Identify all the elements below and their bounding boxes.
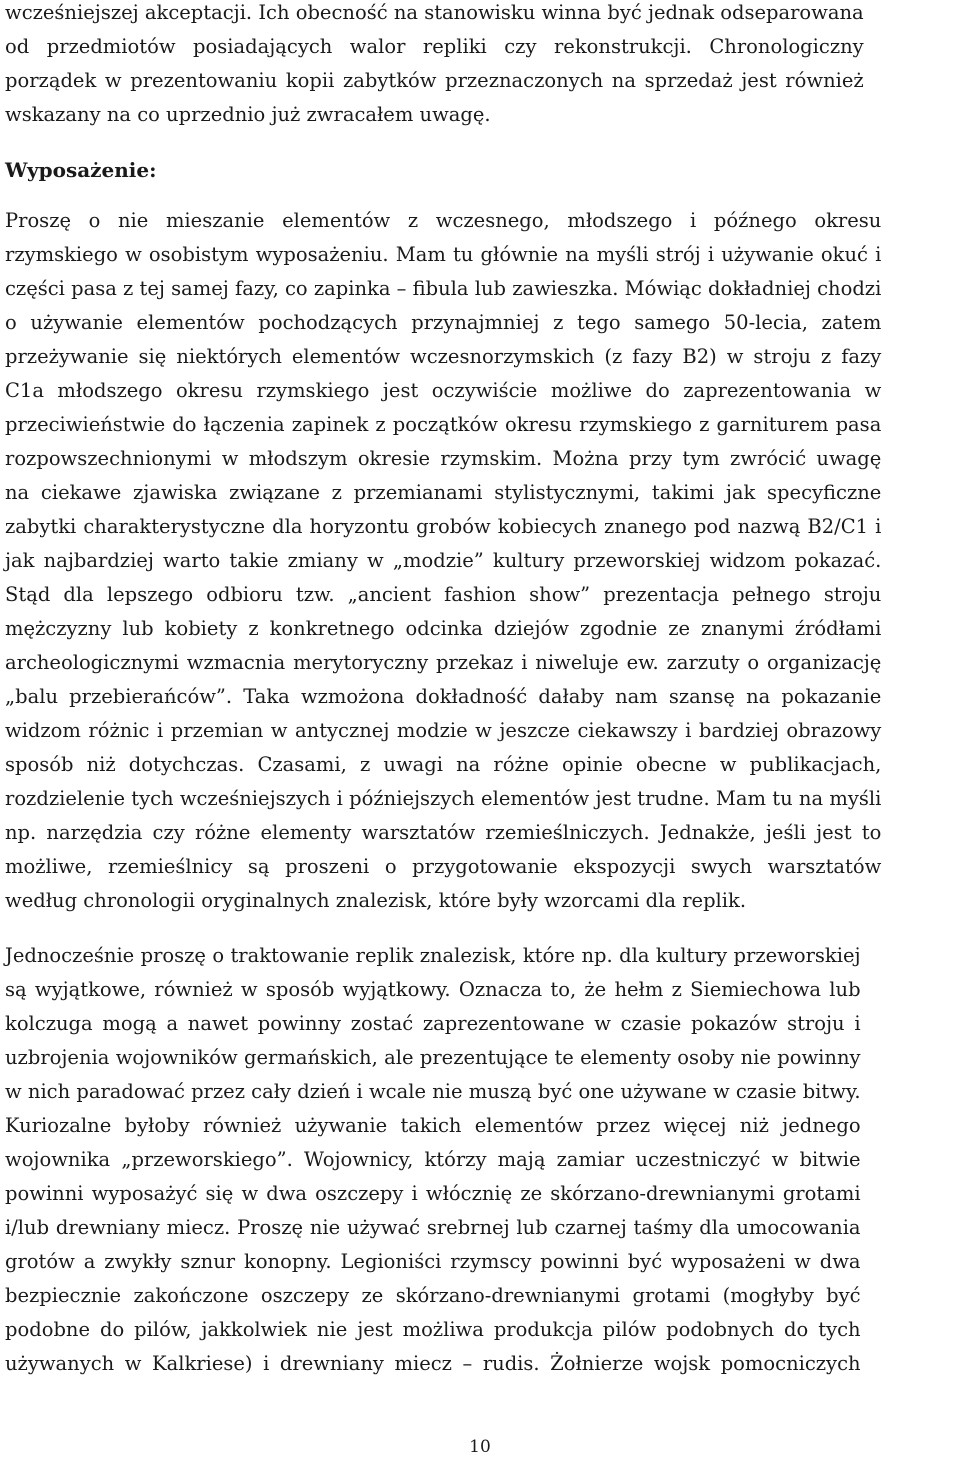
text-line: powinni wyposażyć się w dwa oszczepy i włócznię ze skórzano-drewnianymi grotami [5,1182,861,1205]
text-line: od przedmiotów posiadających walor repliki czy rekonstrukcji. Chronologiczny [5,35,864,58]
text-line: „balu przebierańców”. Taka wzmożona dokładność dałaby nam szansę na pokazanie [5,685,882,708]
text-line: jak najbardziej warto takie zmiany w „modzie” kultury przeworskiej widzom pokazać. [5,549,882,572]
text-line: sposób niż dotychczas. Czasami, z uwagi na różne opinie obecne w publikacjach, [5,753,882,776]
text-line: Kuriozalne byłoby również używanie takich elementów przez więcej niż jednego [5,1114,861,1137]
main-paragraph [5,204,881,918]
page-number: 10 [469,1437,491,1457]
text-line: C1a młodszego okresu rzymskiego jest oczywiście możliwe do zaprezentowania w [5,379,882,402]
text-line: mężczyzny lub kobiety z konkretnego odcinka dziejów zgodnie ze znanymi źródłami [5,617,882,640]
text-line: i/lub drewniany miecz. Proszę nie używać srebrnej lub czarnej taśmy dla umocowania [5,1216,861,1239]
text-line: w nich paradować przez cały dzień i wcale nie muszą być one używane w czasie bitwy. [5,1080,861,1103]
text-line: wskazany na co uprzednio już zwracałem uwagę. [5,103,491,126]
text-line: wojownika „przeworskiego”. Wojownicy, którzy mają zamiar uczestniczyć w bitwie [5,1148,861,1171]
text-line: według chronologii oryginalnych znalezisk, które były wzorcami dla replik. [5,889,747,912]
text-line: porządek w prezentowaniu kopii zabytków przeznaczonych na sprzedaż jest również [5,69,864,92]
text-line: Jednocześnie proszę o traktowanie replik znalezisk, które np. dla kultury przeworskiej [5,944,861,967]
text-line: rozdzielenie tych wcześniejszych i późniejszych elementów jest trudne. Mam tu na myśli [5,787,882,810]
text-line: używanych w Kalkriese) i drewniany miecz – rudis. Żołnierze wojsk pomocniczych [5,1352,861,1375]
text-line: na ciekawe zjawiska związane z przemianami stylistycznymi, takimi jak specyficzne [5,481,882,504]
text-line: są wyjątkowe, również w sposób wyjątkowy. Oznacza to, że hełm z Siemiechowa lub [5,978,861,1001]
text-line: bezpiecznie zakończone oszczepy ze skórzano-drewnianymi grotami (mogłyby być [5,1284,861,1307]
text-line: Stąd dla lepszego odbioru tzw. „ancient fashion show” prezentacja pełnego stroju [5,583,882,606]
text-line: rozpowszechnionymi w młodszym okresie rzymskim. Można przy tym zwrócić uwagę [5,447,882,470]
text-line: archeologicznymi wzmacnia merytoryczny przekaz i niweluje ew. zarzuty o organizację [5,651,882,674]
second-paragraph [5,939,861,1381]
text-line: Proszę o nie mieszanie elementów z wczesnego, młodszego i późnego okresu [5,209,882,232]
text-line: możliwe, rzemieślnicy są proszeni o przygotowanie ekspozycji swych warsztatów [5,855,882,878]
text-line: zabytki charakterystyczne dla horyzontu grobów kobiecych znanego pod nazwą B2/C1 i [5,515,882,538]
intro-paragraph [5,0,864,132]
text-line: przeciwieństwie do łączenia zapinek z początków okresu rzymskiego z garniturem pasa [5,413,882,436]
text-line: uzbrojenia wojowników germańskich, ale prezentujące te elementy osoby nie powinny [5,1046,861,1069]
text-line: podobne do pilów, jakkolwiek nie jest możliwa produkcja pilów podobnych do tych [5,1318,861,1341]
text-line: widzom różnic i przemian w antycznej modzie w jeszcze ciekawszy i bardziej obrazowy [5,719,882,742]
text-line: rzymskiego w osobistym wyposażeniu. Mam tu głównie na myśli strój i używanie okuć i [5,243,882,266]
text-line: grotów a zwykły sznur konopny. Legioniści rzymscy powinni być wyposażeni w dwa [5,1250,861,1273]
text-line: o używanie elementów pochodzących przynajmniej z tego samego 50-lecia, zatem [5,311,882,334]
text-line: wcześniejszej akceptacji. Ich obecność na stanowisku winna być jednak odseparowana [5,1,864,24]
text-line: kolczuga mogą a nawet powinny zostać zaprezentowane w czasie pokazów stroju i [5,1012,861,1035]
section-heading: Wyposażenie: [5,158,157,182]
text-line: np. narzędzia czy różne elementy warsztatów rzemieślniczych. Jednakże, jeśli jest to [5,821,882,844]
text-line: przeżywanie się niektórych elementów wczesnorzymskich (z fazy B2) w stroju z fazy [5,345,882,368]
text-line: części pasa z tej samej fazy, co zapinka – fibula lub zawieszka. Mówiąc dokładniej chodzi [5,277,882,300]
